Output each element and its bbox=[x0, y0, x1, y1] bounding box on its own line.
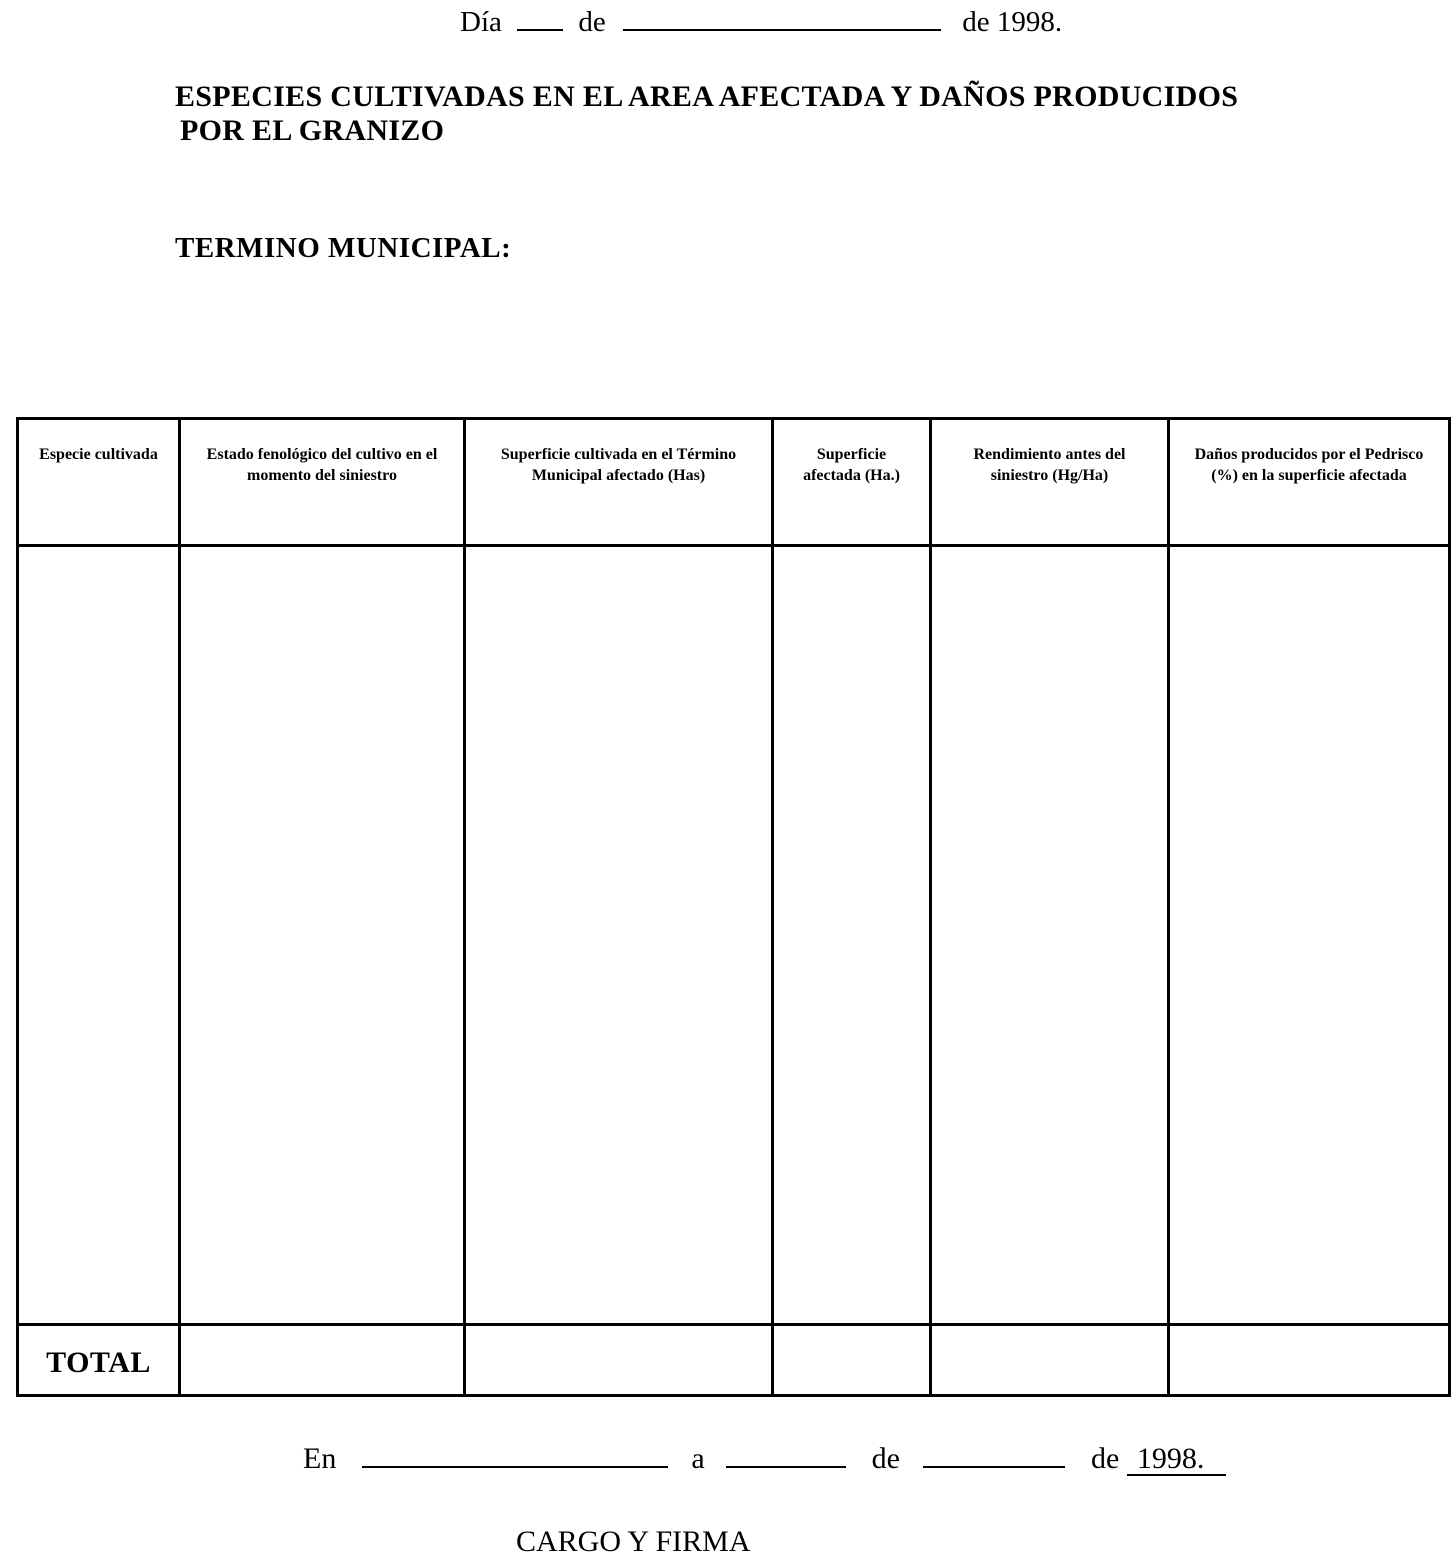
place-date-line bbox=[303, 1442, 1226, 1476]
footer-year-text: 1998 bbox=[1136, 1442, 1197, 1475]
day-blank-field[interactable] bbox=[517, 29, 563, 31]
footer-de-label-1: de bbox=[871, 1442, 900, 1475]
title-line-2: POR EL GRANIZO bbox=[180, 114, 445, 147]
day-label: Día bbox=[460, 6, 502, 38]
footer-month-blank-field[interactable] bbox=[923, 1466, 1065, 1468]
header-especie: Especie cultivada bbox=[18, 419, 180, 546]
date-line bbox=[460, 6, 1062, 39]
header-estado-fenologico: Estado fenológico del cultivo en el momento del siniestro bbox=[180, 419, 465, 546]
total-superficie-cultivada-cell[interactable] bbox=[465, 1325, 773, 1396]
rendimiento-cell[interactable] bbox=[931, 546, 1169, 1325]
total-label: TOTAL bbox=[18, 1325, 180, 1396]
title-line-1: ESPECIES CULTIVADAS EN EL AREA AFECTADA Y DAÑOS PRODUCIDOS bbox=[175, 80, 1239, 113]
year-text: 1998. bbox=[996, 6, 1063, 38]
crop-damage-table bbox=[16, 417, 1451, 1397]
especie-cell[interactable] bbox=[18, 546, 180, 1325]
municipio-label: TERMINO MUNICIPAL: bbox=[175, 232, 512, 264]
month-blank-field[interactable] bbox=[623, 29, 941, 31]
de-label-1: de bbox=[578, 6, 606, 38]
header-rendimiento: Rendimiento antes del siniestro (Hg/Ha) bbox=[931, 419, 1169, 546]
header-danos: Daños producidos por el Pedrisco (%) en la superficie afectada bbox=[1169, 419, 1450, 546]
header-superficie-afectada: Superficie afectada (Ha.) bbox=[773, 419, 931, 546]
place-blank-field[interactable] bbox=[362, 1466, 668, 1468]
footer-day-blank-field[interactable] bbox=[726, 1466, 846, 1468]
superficie-afectada-cell[interactable] bbox=[773, 546, 931, 1325]
document-title bbox=[175, 80, 1238, 148]
signature-label: CARGO Y FIRMA bbox=[516, 1525, 751, 1558]
table-header-row bbox=[18, 419, 1450, 546]
total-row bbox=[18, 1325, 1450, 1396]
total-danos-cell[interactable] bbox=[1169, 1325, 1450, 1396]
danos-cell[interactable] bbox=[1169, 546, 1450, 1325]
header-superficie-cultivada: Superficie cultivada en el Término Municipal afectado (Has) bbox=[465, 419, 773, 546]
footer-de-label-2: de bbox=[1090, 1442, 1120, 1475]
en-label: En bbox=[303, 1442, 337, 1475]
total-estado-cell[interactable] bbox=[180, 1325, 465, 1396]
footer-year-comma: . bbox=[1196, 1442, 1205, 1475]
footer-year-field[interactable] bbox=[1127, 1444, 1227, 1476]
table-row bbox=[18, 546, 1450, 1325]
estado-fenologico-cell[interactable] bbox=[180, 546, 465, 1325]
de-label-2: de bbox=[962, 6, 990, 38]
a-label: a bbox=[691, 1442, 705, 1475]
total-rendimiento-cell[interactable] bbox=[931, 1325, 1169, 1396]
total-superficie-afectada-cell[interactable] bbox=[773, 1325, 931, 1396]
superficie-cultivada-cell[interactable] bbox=[465, 546, 773, 1325]
